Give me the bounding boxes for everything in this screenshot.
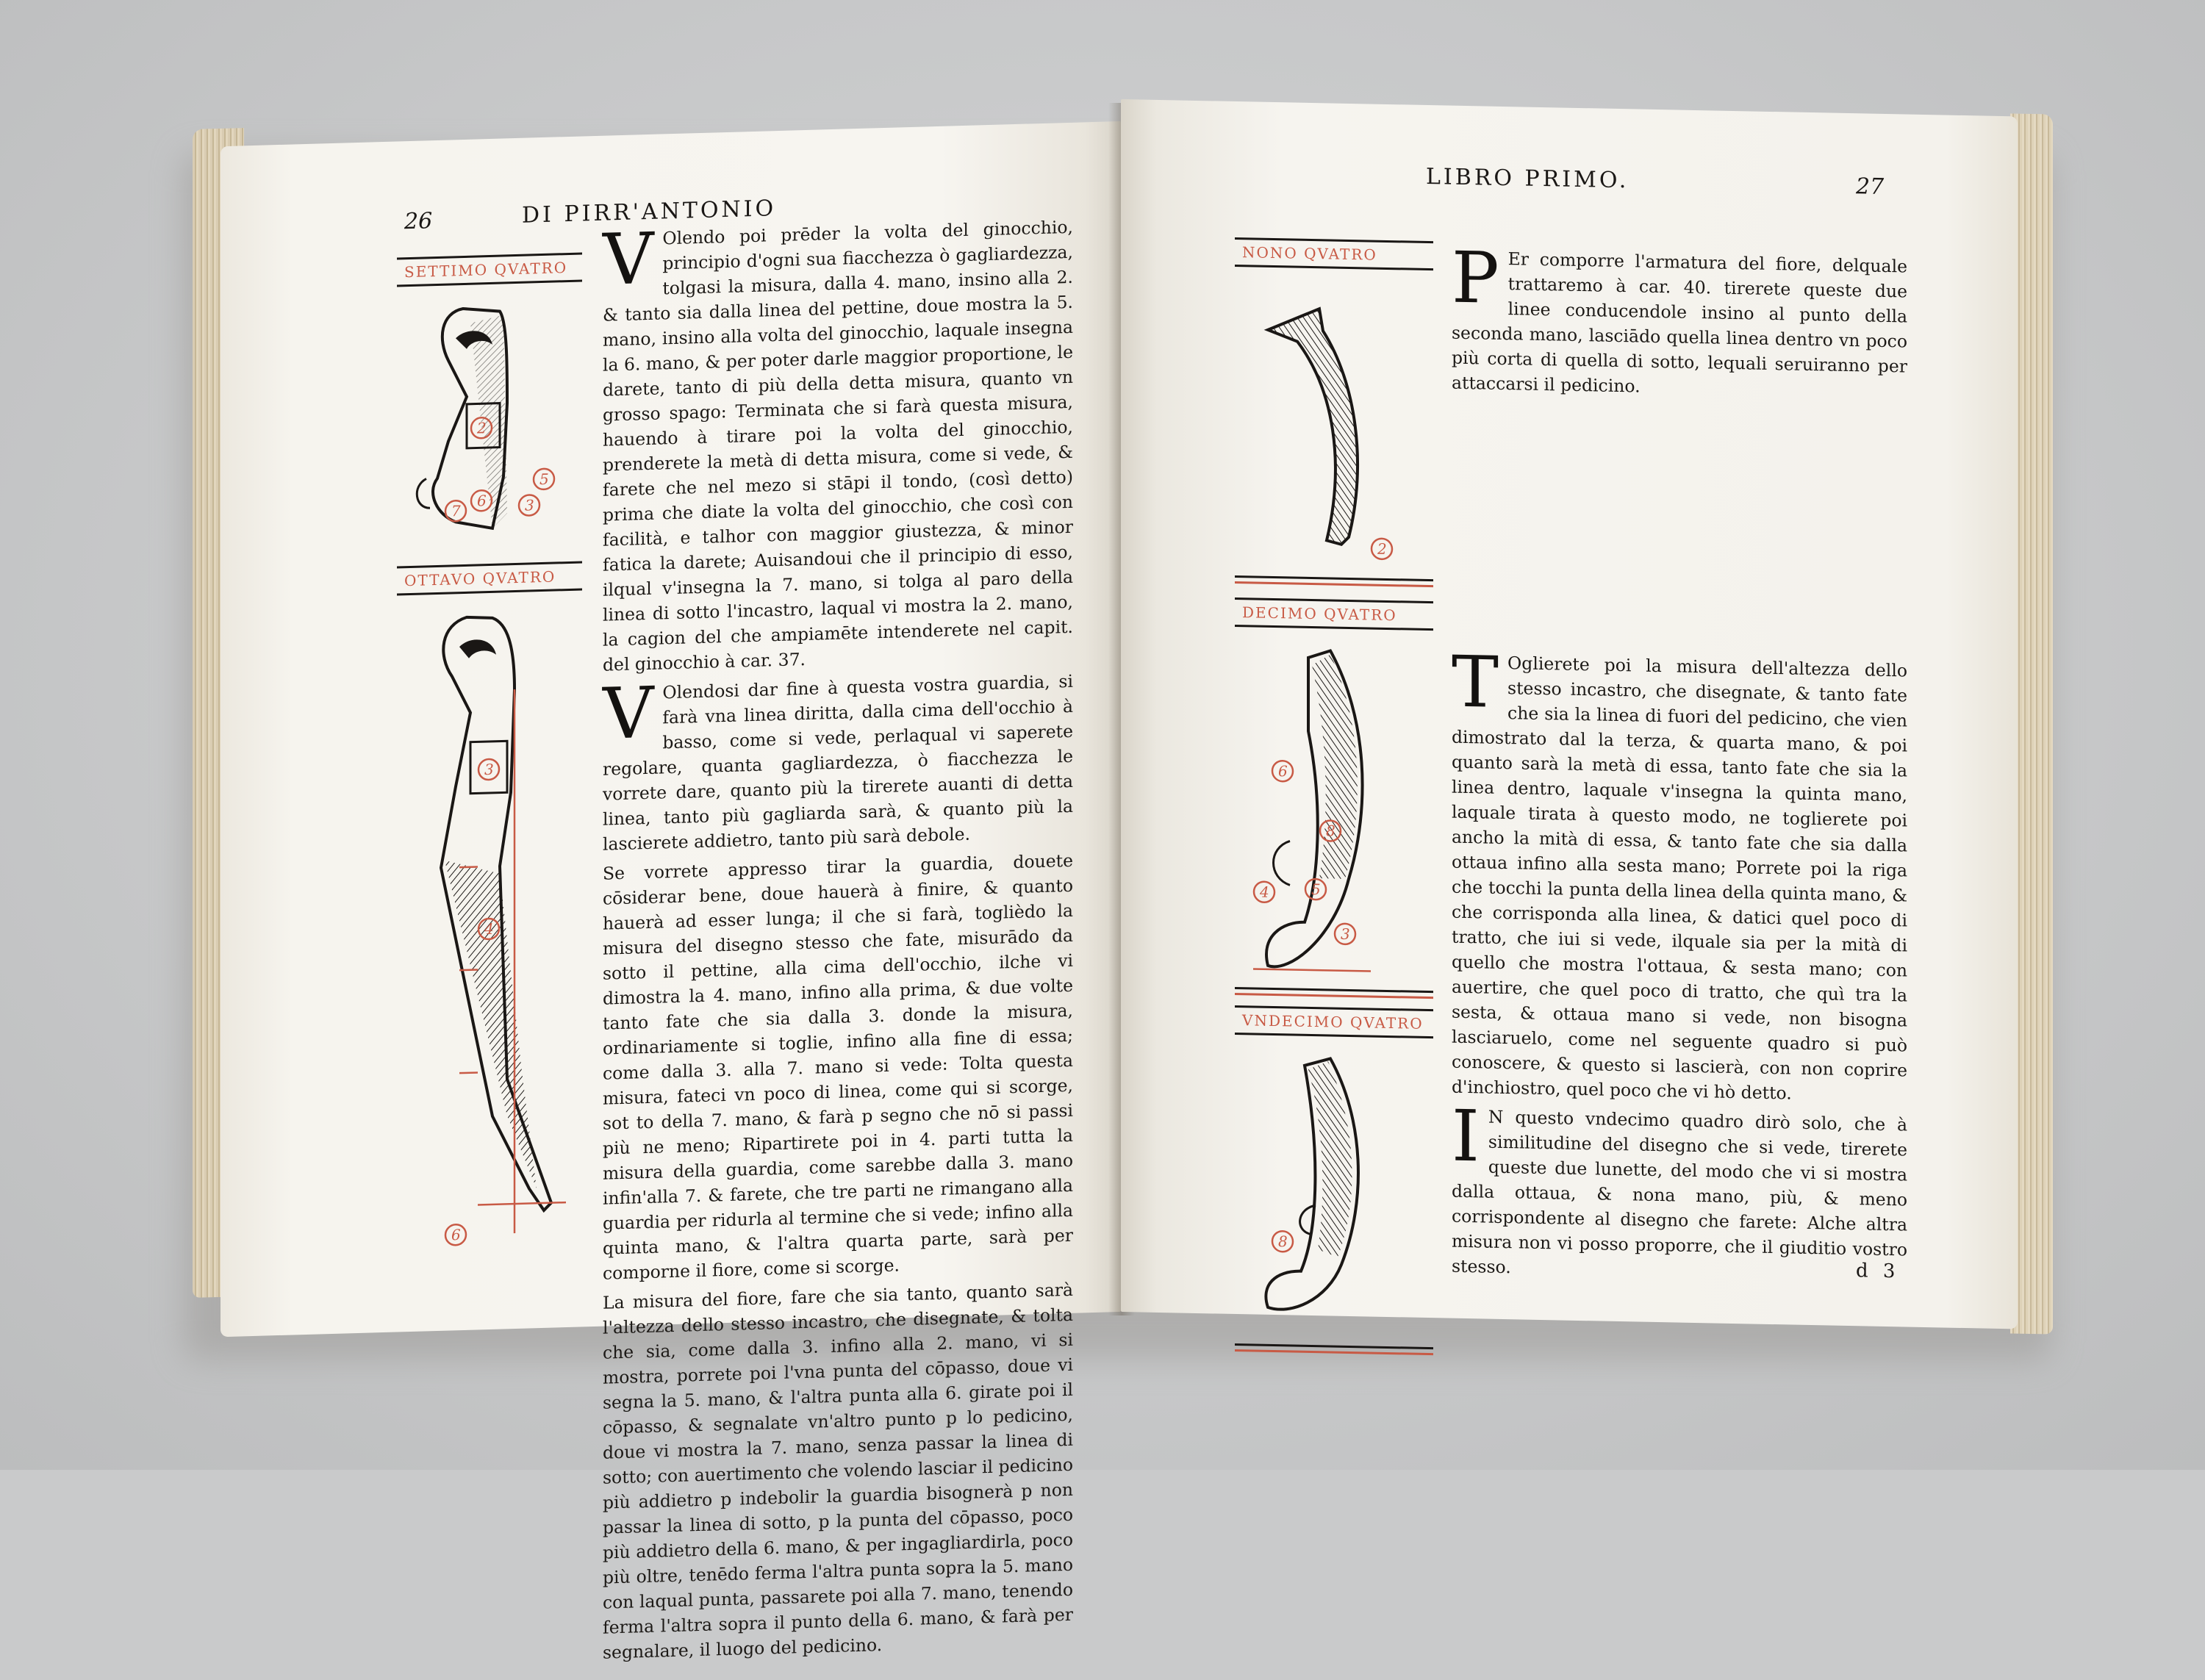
right-running-head: LIBRO PRIMO. — [1426, 163, 1629, 194]
fig-num: 3 — [484, 760, 494, 779]
fig-num: 4 — [484, 919, 494, 938]
signature-mark: d 3 — [1856, 1260, 1900, 1283]
paragraph-4: La misura del fiore, fare che sia tanto, quanto sarà l'altezza dello stesso incastro, che disegnate, & tolta che sia, come dalla 3. infino alla 2. mano, vi si mostra, porrete poi l'vna punta del cōpasso, doue vi segna la 5. mano, & l'altra punta alla 6. girate poi il cōpasso, & segnalate vn'altro punto p lo pedicino, doue vi mostra la 7. mano, senza passar la linea di sotto; con auertimento che volendo lasciar il pedicino più addietro p indebolir la guardia bisognerà p non passar la linea di sotto, p la punta del cōpasso, poco più addietro della 6. mano, & per ingagliardirla, poco più oltre, tenēdo ferma l'altra punta sopra la 5. mano con laqual punta, passarete poi alla 7. mano, tenendo ferma l'altra sopra il punto della 6. mano, & farà per segnalare, il luogo del pedicino. — [603, 1279, 1073, 1663]
figure-undecimo-quatro — [1238, 1049, 1430, 1332]
drop-cap: I — [1452, 1094, 1480, 1178]
paragraph-1: V Olendo poi prēder la volta del ginocchio, principio d'ogni sua fiacchezza ò gagliardezza, tolgasi la misura, dalla 4. mano, insino alla 2. & tanto sia dalla linea del pettine, doue mostra la 5. mano, insino alla volta del ginocchio, laquale insegna la 6. mano, & per poter darle maggior proportione, le darete, tanto di più della detta misura, quanto vn grosso spago: Terminata che si farà questa misura, hauendo à tirare poi la volta del ginocchio, prenderete la metà di detta misura, come si vede, & farete che nel mezo si stāpi il tondo, (così detto) prima che diate la volta del ginocchio, che così con facilità, e talhor con maggior giustezza, & minor fatica la darete; Auisandoui che il principio di esso, ilqual v'insegna la 7. mano, si tolga al paro della linea di sotto l'incastro, laqual vi mostra la 2. mano, la cagion del che ampiamēte intenderete nel capit. del ginocchio à car. 37. — [603, 216, 1073, 675]
paragraph-2: T Oglierete poi la misura dell'altezza dello stesso incastro, che disegnate, & tanto fate che sia la linea di fuori del pedicino, che vien dimostrato dal la terza, & quarta mano, & poi quanto sarà la metà di essa, tanto fate che sia la linea dentro, laquale v'insegna la quinta mano, laquale tirata à questo modo, ne toglierete poi ancho la mità di essa, & tanto fate che sia dalla ottaua infino alla sesta mano; Porrete poi la riga che tocchi la punta della linea della quinta mano, & che corrisponda alla linea, & datici quel poco di tratto, che iui si vede, ilquale sia per la mità di quello che mostra l'ottaua, & sesta mano; con auertire, che quel poco di tratto, che quì tra la sesta, & ottaua mano si vede, non bisogna lasciaruelo, come nel seguente quadro si può conoscere, & questo si lascierà, con non coprire d'inchiostro, quel poco che vi hò detto. — [1452, 640, 1907, 1104]
right-text-1 — [1452, 236, 1907, 409]
fig-num: 5 — [539, 470, 549, 489]
drop-cap: T — [1452, 640, 1499, 724]
figure-decimo-quatro — [1238, 642, 1430, 991]
drop-cap: P — [1452, 236, 1499, 320]
paragraph-3: I N questo vndecimo quadro dirò solo, che à similitudine del disegno che si vede, tirerete queste due lunette, del modo che vi si mostra dalla ottaua, & nona mano, più, & meno corrispondente al disegno che farete: Alche altra misura non vi posso proporre, che il giuditio vostro stesso. — [1452, 1094, 1907, 1278]
paragraph-1: P Er comporre l'armatura del fiore, delquale trattaremo à car. 40. tirerete queste due linee conducendole insino al punto della seconda mano, lasciādo quella linea dentro vn poco più corta di quella di sotto, lequali seruiranno per attaccarsi il pedicino. — [1452, 236, 1907, 397]
drop-cap: V — [603, 217, 654, 301]
label-nono: NONO QVATRO — [1235, 237, 1433, 270]
fig-num: 8 — [1278, 1232, 1288, 1251]
fig-num: 6 — [1278, 762, 1288, 780]
rule — [1235, 575, 1433, 581]
label-ottavo: OTTAVO QVATRO — [397, 561, 582, 595]
label-undecimo: VNDECIMO QVATRO — [1235, 1005, 1433, 1038]
figure-settimo-quatro — [397, 291, 581, 561]
drop-cap: V — [603, 671, 654, 755]
left-page — [220, 121, 1121, 1663]
fig-num: 2 — [1377, 539, 1387, 558]
left-running-head: DI PIRR'ANTONIO — [522, 195, 777, 229]
paragraph-2: V Olendosi dar fine à questa vostra guardia, si farà vna linea diritta, dalla cima dell'occhio à basso, come si vede, perlaqual vi saperete regolare, quanta gagliardezza, ò fiacchezza le vorrete dare, quanto più la tirerete auanti di detta linea, tanto più gagliarda sarà, & quanto più la lascierete addietro, tanto più sarà debole. — [603, 670, 1073, 855]
left-folio: 26 — [404, 208, 433, 235]
right-page — [1121, 99, 2018, 1329]
left-text — [603, 215, 1073, 1670]
fig-num: 6 — [451, 1226, 461, 1244]
figure-nono-quatro — [1238, 278, 1430, 575]
right-text-2 — [1452, 640, 1907, 1292]
label-decimo: DECIMO QVATRO — [1235, 597, 1433, 631]
fig-num: 3 — [525, 496, 534, 514]
paragraph-3: Se vorrete appresso tirar la guardia, douete cōsiderar bene, doue hauerà à finire, & quanto hauerà ad esser lunga; il che si farà, toglièdo la misura del disegno stesso che fate, misurādo da sotto il pettine, alla cima dell'occhio, ilche vi dimostra la 4. mano, infino alla prima, & due volte tanto fate che sia dalla 3. donde la misura, ordinariamente si toglie, infino alla fine di essa; come dalla 3. alla 7. mano si vede: Tolta questa misura, fateci vn poco di linea, come qui si scorge, sot to della 7. mano, & farà p segno che nō si passi più ne meno; Ripartirete poi in 4. parti tutta la misura della guardia, come sarebbe dalla 3. mano infin'alla 7. & farete, che tre parti ne rimangano alla guardia per ridurla al termine che si vede; infino alla quinta mano, & l'altra quarta parte, sarà per comporne il fiore, come si scorge. — [603, 850, 1073, 1284]
fig-num: 7 — [451, 502, 461, 520]
fig-num: 8 — [1326, 822, 1335, 840]
label-settimo: SETTIMO QVATRO — [397, 252, 582, 287]
fig-num: 3 — [1341, 925, 1350, 943]
fig-num: 5 — [1311, 880, 1321, 899]
fig-num: 2 — [477, 419, 487, 437]
fig-num: 4 — [1260, 883, 1269, 901]
right-folio: 27 — [1856, 173, 1885, 200]
fig-num: 6 — [477, 492, 487, 510]
figure-ottavo-quatro — [397, 600, 581, 1266]
